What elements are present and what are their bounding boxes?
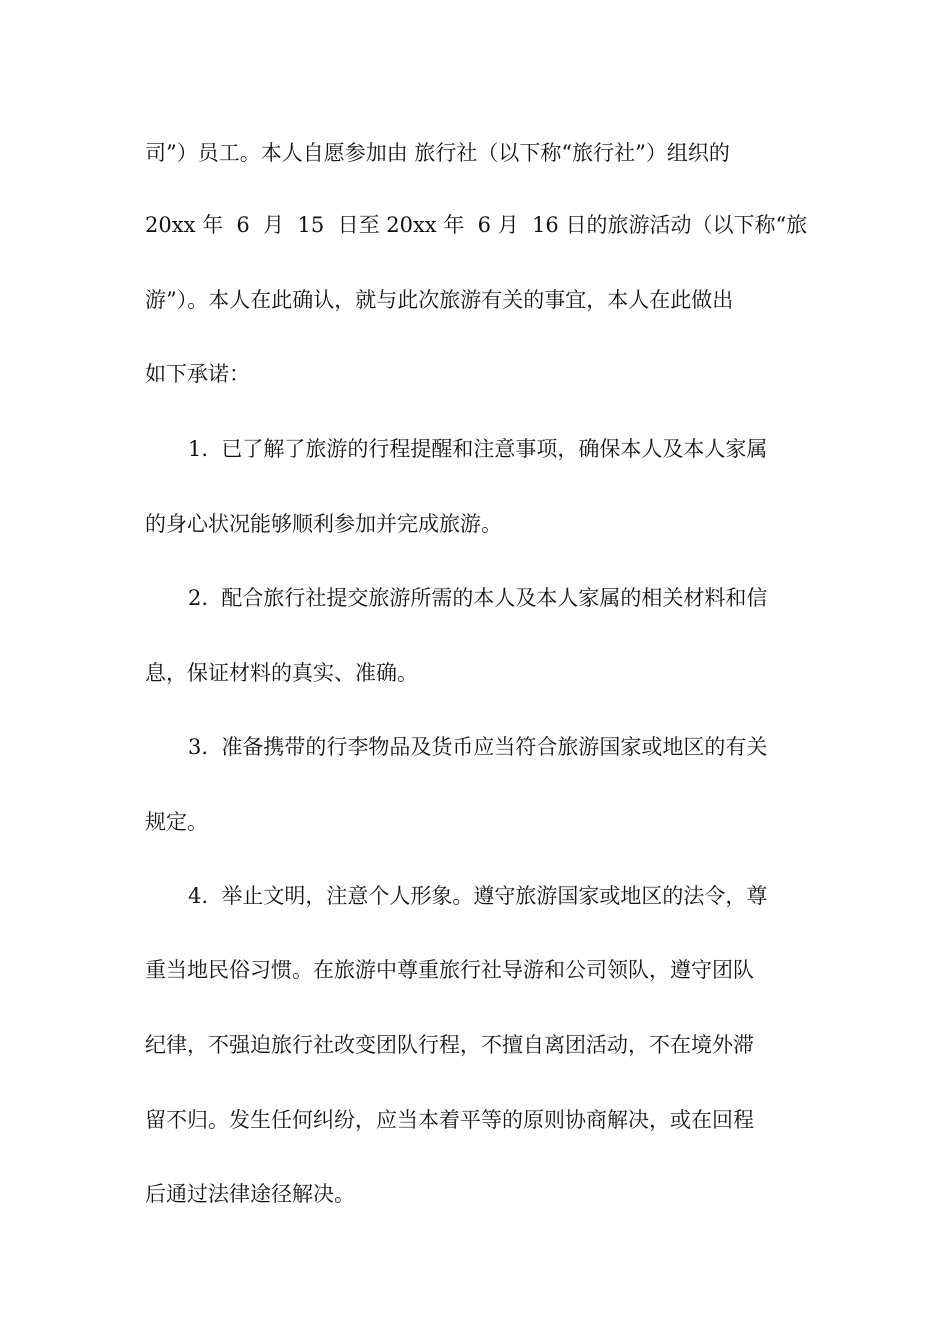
paragraph-line: 20xx 年 6 月 15 日至 20xx 年 6 月 16 日的旅游活动（以下称“旅 [145,213,808,237]
list-item-2-line: 2. 配合旅行社提交旅游所需的本人及本人家属的相关材料和信 [188,586,768,610]
list-item-2-line: 息，保证材料的真实、准确。 [145,661,418,685]
list-item-4-line: 重当地民俗习惯。在旅游中尊重旅行社导游和公司领队，遵守团队 [145,958,754,982]
paragraph-line: 司”）员工。本人自愿参加由 旅行社（以下称“旅行社”）组织的 [145,141,730,165]
list-item-4-line: 4. 举止文明，注意个人形象。遵守旅游国家或地区的法令，尊 [188,884,768,908]
paragraph-line: 游”）。本人在此确认，就与此次旅游有关的事宜，本人在此做出 [145,288,734,312]
list-item-4-line: 留不归。发生任何纠纷，应当本着平等的原则协商解决，或在回程 [145,1108,754,1132]
list-item-4-line: 纪律，不强迫旅行社改变团队行程，不擅自离团活动，不在境外滞 [145,1033,754,1057]
list-item-4-line: 后通过法律途径解决。 [145,1182,355,1206]
list-item-1-line: 1. 已了解了旅游的行程提醒和注意事项，确保本人及本人家属 [188,437,768,461]
list-item-3-line: 规定。 [145,810,208,834]
paragraph-line: 如下承诺： [145,362,250,386]
list-item-3-line: 3. 准备携带的行李物品及货币应当符合旅游国家或地区的有关 [188,735,768,759]
list-item-1-line: 的身心状况能够顺利参加并完成旅游。 [145,512,502,536]
